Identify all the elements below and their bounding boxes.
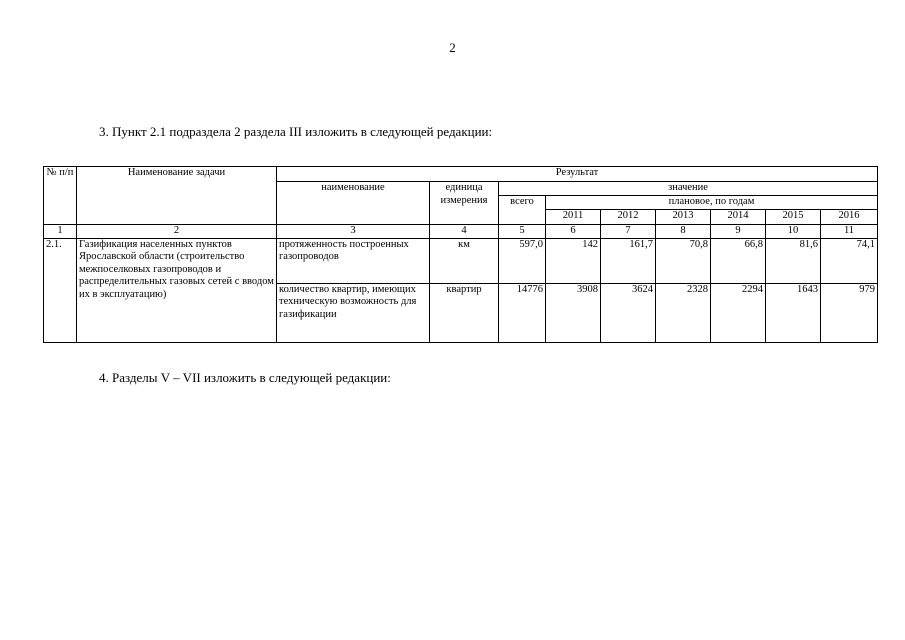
indicator-year-value: 81,6 bbox=[766, 238, 821, 283]
header-unit: единица измерения bbox=[430, 182, 499, 225]
header-year: 2012 bbox=[601, 210, 656, 225]
header-year: 2011 bbox=[546, 210, 601, 225]
indicator-year-value: 2328 bbox=[656, 283, 711, 342]
header-task: Наименование задачи bbox=[77, 167, 277, 225]
header-planned: плановое, по годам bbox=[546, 196, 878, 210]
indicator-year-value: 142 bbox=[546, 238, 601, 283]
row-task: Газификация населенных пунктов Ярославской области (строительство межпоселковых газопроводов и распределительных газовых сетей с вводом их в эксплуатацию) bbox=[77, 238, 277, 342]
header-year: 2013 bbox=[656, 210, 711, 225]
column-number: 7 bbox=[601, 225, 656, 239]
indicator-year-value: 3624 bbox=[601, 283, 656, 342]
indicator-unit: км bbox=[430, 238, 499, 283]
column-number: 10 bbox=[766, 225, 821, 239]
column-number: 11 bbox=[821, 225, 878, 239]
indicator-total: 597,0 bbox=[499, 238, 546, 283]
column-number: 9 bbox=[711, 225, 766, 239]
paragraph-amendment-3: 3. Пункт 2.1 подраздела 2 раздела III изложить в следующей редакции: bbox=[99, 124, 493, 139]
page-number: 2 bbox=[449, 40, 456, 55]
indicator-year-value: 979 bbox=[821, 283, 878, 342]
header-result: Результат bbox=[277, 167, 878, 182]
column-number: 3 bbox=[277, 225, 430, 239]
indicator-unit: квартир bbox=[430, 283, 499, 342]
header-year: 2015 bbox=[766, 210, 821, 225]
column-number: 1 bbox=[44, 225, 77, 239]
indicator-year-value: 161,7 bbox=[601, 238, 656, 283]
indicator-name: протяженность построенных газопроводов bbox=[277, 238, 430, 283]
indicator-year-value: 74,1 bbox=[821, 238, 878, 283]
column-number: 6 bbox=[546, 225, 601, 239]
indicator-total: 14776 bbox=[499, 283, 546, 342]
column-number: 2 bbox=[77, 225, 277, 239]
header-year: 2016 bbox=[821, 210, 878, 225]
header-total: всего bbox=[499, 196, 546, 225]
indicator-year-value: 70,8 bbox=[656, 238, 711, 283]
indicator-year-value: 66,8 bbox=[711, 238, 766, 283]
indicator-year-value: 3908 bbox=[546, 283, 601, 342]
header-year: 2014 bbox=[711, 210, 766, 225]
indicator-name: количество квартир, имеющих техническую возможность для газификации bbox=[277, 283, 430, 342]
paragraph-amendment-4: 4. Разделы V – VII изложить в следующей редакции: bbox=[99, 370, 391, 385]
column-number: 8 bbox=[656, 225, 711, 239]
indicator-year-value: 2294 bbox=[711, 283, 766, 342]
row-num: 2.1. bbox=[44, 238, 77, 342]
result-table bbox=[43, 166, 878, 343]
header-num: № п/п bbox=[44, 167, 77, 225]
column-number: 5 bbox=[499, 225, 546, 239]
header-value: значение bbox=[499, 182, 878, 196]
indicator-year-value: 1643 bbox=[766, 283, 821, 342]
header-name: наименование bbox=[277, 182, 430, 225]
column-number: 4 bbox=[430, 225, 499, 239]
